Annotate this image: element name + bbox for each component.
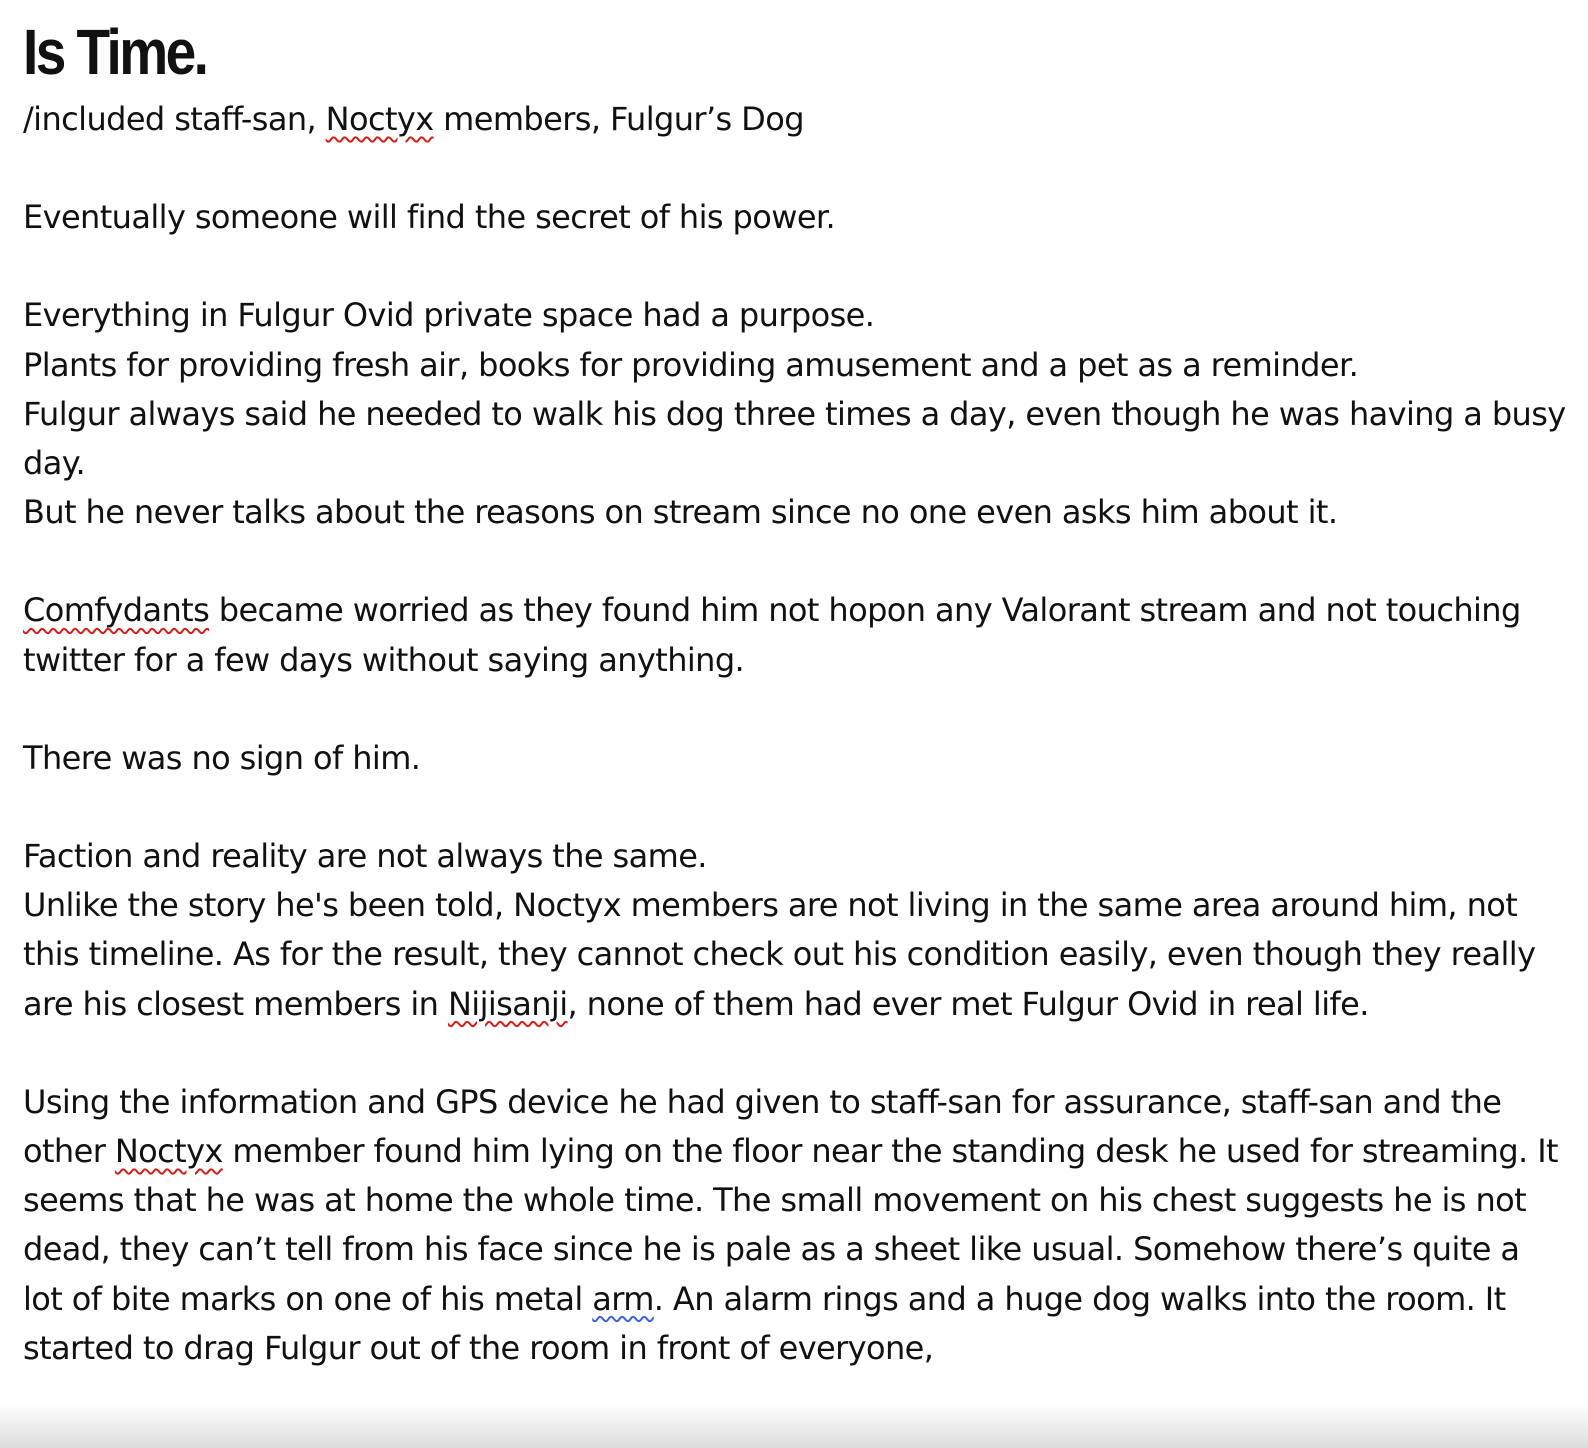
subtitle-text: members, Fulgur’s Dog bbox=[433, 100, 804, 138]
paragraph-5 bbox=[23, 832, 1568, 1029]
paragraph-text: became worried as they found him not hopon any Valorant stream and not touching twitter for a few days without saying anything. bbox=[23, 591, 1521, 679]
subtitle-text: /included staff-san, bbox=[23, 100, 326, 138]
spelling-flagged-word[interactable]: Noctyx bbox=[325, 100, 434, 138]
paragraph-4: There was no sign of him. bbox=[23, 738, 421, 777]
scroll-fade-overlay bbox=[0, 1368, 1588, 1448]
spelling-flagged-word[interactable]: Comfydants bbox=[23, 591, 210, 630]
grammar-flagged-word[interactable]: arm bbox=[592, 1279, 654, 1318]
paragraph-line: But he never talks about the reasons on stream since no one even asks him about it. bbox=[23, 493, 1338, 532]
paragraph-text: , none of them had ever met Fulgur Ovid in real life. bbox=[567, 984, 1369, 1023]
paragraph-text: member found him lying on the floor near the standing desk he used for streaming. It seems that he was at home the whole time. The small movement on his chest suggests he is not dead, they can’t tell from his face since he is pale as a sheet like usual. Somehow there’s quite a lot of bite marks on one of his metal bbox=[23, 1132, 1558, 1318]
paragraph-line: Everything in Fulgur Ovid private space had a purpose. bbox=[23, 296, 875, 335]
paragraph-line: Plants for providing fresh air, books for providing amusement and a pet as a reminder. bbox=[23, 345, 1359, 384]
paragraph-1: Eventually someone will find the secret of his power. bbox=[23, 198, 836, 237]
paragraph-text: Using the information and GPS device he had given to staff-san for assurance, staff-san and the other bbox=[23, 1082, 1502, 1171]
spelling-flagged-word[interactable]: Nijisanji bbox=[447, 984, 568, 1023]
document-body[interactable] bbox=[23, 14, 1568, 1373]
document-subtitle bbox=[23, 95, 1568, 144]
paragraph-3 bbox=[23, 586, 1568, 684]
paragraph-6 bbox=[23, 1078, 1568, 1373]
paragraph-text: . An alarm rings and a huge dog walks into the room. It started to drag Fulgur out of the room in front of everyone, bbox=[23, 1279, 1506, 1367]
spelling-flagged-word[interactable]: Noctyx bbox=[114, 1132, 223, 1171]
paragraph-line: Faction and reality are not always the same. bbox=[23, 837, 707, 876]
paragraph-2 bbox=[23, 291, 1568, 537]
paragraph-text: Unlike the story he's been told, Noctyx members are not living in the same area around him, not this timeline. As for the result, they cannot check out his condition easily, even though they really are his closest members in bbox=[23, 886, 1536, 1023]
paragraph-line: Fulgur always said he needed to walk his dog three times a day, even though he was having a busy day. bbox=[23, 394, 1566, 483]
document-title: Is Time. bbox=[23, 16, 207, 88]
